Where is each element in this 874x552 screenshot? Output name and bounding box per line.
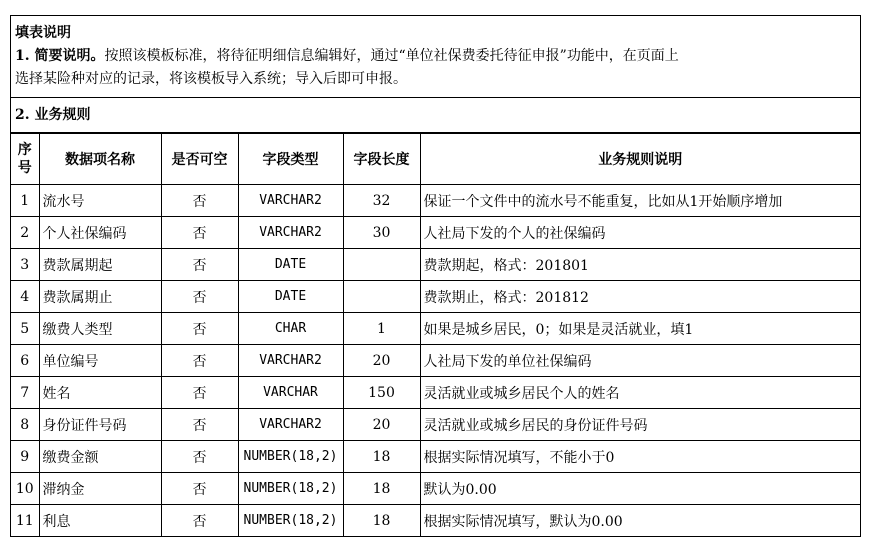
row-field-name: 利息 — [39, 505, 161, 537]
row-nullable: 否 — [161, 313, 238, 345]
row-field-type: NUMBER(18,2) — [238, 505, 343, 537]
row-field-name: 缴费人类型 — [39, 313, 161, 345]
row-seq: 3 — [11, 249, 39, 281]
table-row — [11, 217, 860, 249]
business-rules-table — [11, 133, 860, 536]
row-field-length: 20 — [343, 345, 420, 377]
row-nullable: 否 — [161, 185, 238, 217]
instructions-lead: 1. 简要说明。 — [15, 48, 105, 64]
row-seq: 5 — [11, 313, 39, 345]
row-nullable: 否 — [161, 377, 238, 409]
row-rule-description: 人社局下发的个人的社保编码 — [420, 217, 860, 249]
row-rule-description: 人社局下发的单位社保编码 — [420, 345, 860, 377]
row-field-length: 18 — [343, 505, 420, 537]
row-field-name: 姓名 — [39, 377, 161, 409]
table-row — [11, 377, 860, 409]
section-title: 2. 业务规则 — [11, 98, 860, 133]
row-field-length — [343, 249, 420, 281]
header-field-length: 字段长度 — [343, 134, 420, 185]
row-field-type: VARCHAR2 — [238, 185, 343, 217]
table-row — [11, 473, 860, 505]
instructions-line-1 — [15, 45, 856, 68]
row-nullable: 否 — [161, 473, 238, 505]
table-row — [11, 281, 860, 313]
row-field-name: 个人社保编码 — [39, 217, 161, 249]
row-field-length: 32 — [343, 185, 420, 217]
row-nullable: 否 — [161, 345, 238, 377]
row-field-length: 18 — [343, 473, 420, 505]
row-field-length: 30 — [343, 217, 420, 249]
row-field-name: 费款属期止 — [39, 281, 161, 313]
row-rule-description: 根据实际情况填写，不能小于0 — [420, 441, 860, 473]
spreadsheet-sheet — [10, 15, 861, 537]
table-row — [11, 313, 860, 345]
table-row — [11, 185, 860, 217]
row-nullable: 否 — [161, 217, 238, 249]
table-row — [11, 441, 860, 473]
row-rule-description: 默认为0.00 — [420, 473, 860, 505]
instructions-line-2: 选择某险种对应的记录，将该模板导入系统；导入后即可申报。 — [15, 71, 407, 87]
instructions-text-1: 按照该模板标准，将待征明细信息编辑好，通过“单位社保费委托待征申报”功能中，在页面上 — [104, 48, 679, 64]
table-header-row — [11, 134, 860, 185]
row-field-name: 费款属期起 — [39, 249, 161, 281]
row-field-length: 150 — [343, 377, 420, 409]
row-field-name: 流水号 — [39, 185, 161, 217]
row-rule-description: 如果是城乡居民，0；如果是灵活就业，填1 — [420, 313, 860, 345]
header-seq: 序号 — [11, 134, 39, 185]
row-nullable: 否 — [161, 281, 238, 313]
header-nullable: 是否可空 — [161, 134, 238, 185]
row-field-type: VARCHAR2 — [238, 409, 343, 441]
row-field-type: CHAR — [238, 313, 343, 345]
table-row — [11, 409, 860, 441]
row-seq: 11 — [11, 505, 39, 537]
row-field-length: 18 — [343, 441, 420, 473]
row-field-name: 单位编号 — [39, 345, 161, 377]
row-field-length: 1 — [343, 313, 420, 345]
row-seq: 1 — [11, 185, 39, 217]
table-row — [11, 505, 860, 537]
table-row — [11, 345, 860, 377]
row-field-type: NUMBER(18,2) — [238, 473, 343, 505]
row-field-type: VARCHAR — [238, 377, 343, 409]
row-field-name: 身份证件号码 — [39, 409, 161, 441]
row-nullable: 否 — [161, 249, 238, 281]
row-seq: 6 — [11, 345, 39, 377]
row-seq: 2 — [11, 217, 39, 249]
row-nullable: 否 — [161, 505, 238, 537]
instructions-heading: 填表说明 — [15, 25, 71, 41]
row-rule-description: 根据实际情况填写，默认为0.00 — [420, 505, 860, 537]
row-field-name: 滞纳金 — [39, 473, 161, 505]
row-seq: 4 — [11, 281, 39, 313]
header-rule-description: 业务规则说明 — [420, 134, 860, 185]
row-seq: 10 — [11, 473, 39, 505]
row-field-type: VARCHAR2 — [238, 345, 343, 377]
header-field-name: 数据项名称 — [39, 134, 161, 185]
row-field-type: NUMBER(18,2) — [238, 441, 343, 473]
row-field-type: VARCHAR2 — [238, 217, 343, 249]
instructions-block — [11, 16, 860, 98]
row-nullable: 否 — [161, 409, 238, 441]
row-seq: 8 — [11, 409, 39, 441]
row-rule-description: 保证一个文件中的流水号不能重复，比如从1开始顺序增加 — [420, 185, 860, 217]
row-rule-description: 费款期起，格式：201801 — [420, 249, 860, 281]
row-nullable: 否 — [161, 441, 238, 473]
row-field-type: DATE — [238, 281, 343, 313]
row-seq: 9 — [11, 441, 39, 473]
row-field-length: 20 — [343, 409, 420, 441]
row-field-name: 缴费金额 — [39, 441, 161, 473]
row-seq: 7 — [11, 377, 39, 409]
table-row — [11, 249, 860, 281]
row-field-length — [343, 281, 420, 313]
header-field-type: 字段类型 — [238, 134, 343, 185]
row-field-type: DATE — [238, 249, 343, 281]
row-rule-description: 费款期止，格式：201812 — [420, 281, 860, 313]
row-rule-description: 灵活就业或城乡居民个人的姓名 — [420, 377, 860, 409]
row-rule-description: 灵活就业或城乡居民的身份证件号码 — [420, 409, 860, 441]
